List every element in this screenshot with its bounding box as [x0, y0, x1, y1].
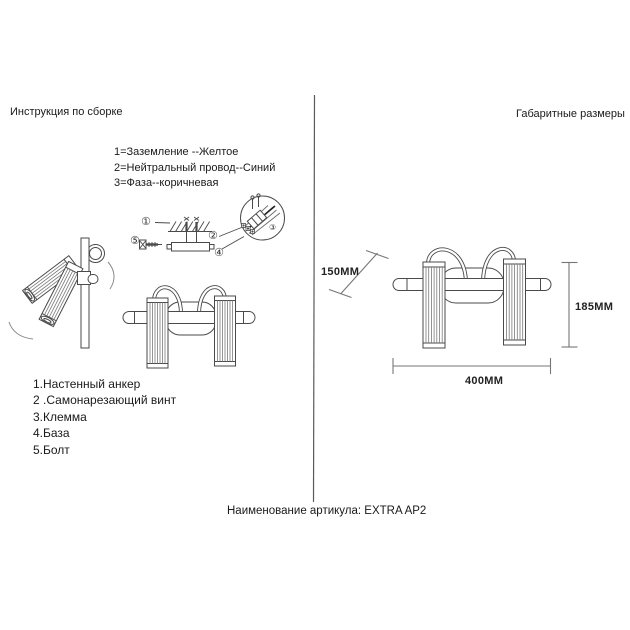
lamp-front-view-right	[393, 249, 551, 348]
parts-list-item-clamp: 3.Клемма	[33, 409, 87, 424]
left-section-title: Инструкция по сборке	[10, 106, 123, 118]
callout-screw: ②	[208, 228, 218, 242]
terminal-detail	[241, 194, 285, 240]
wall-mount-diagram	[140, 217, 245, 251]
callout-clamp: ③	[269, 223, 277, 232]
section-divider-line	[314, 95, 315, 502]
dimension-width-label: 400MM	[465, 374, 504, 387]
parts-list	[33, 376, 176, 458]
right-section-title: Габаритные размеры	[516, 108, 625, 120]
parts-list-item-base: 4.База	[33, 426, 70, 441]
dimension-width-400	[393, 358, 551, 374]
side-view-drawing	[9, 238, 114, 348]
wiring-legend-line-neutral: 2=Нейтральный провод--Синий	[114, 161, 276, 174]
wiring-legend-line-phase: 3=Фаза--коричневая	[114, 177, 219, 190]
anchor-screws	[184, 217, 199, 244]
bolt-drawing	[140, 240, 163, 249]
wiring-legend-line-ground: 1=Заземление --Желтое	[114, 146, 239, 158]
parts-list-item-screw: 2 .Самонарезающий винт	[33, 393, 177, 408]
wiring-legend	[114, 145, 275, 192]
parts-list-item-anchor: 1.Настенный анкер	[33, 377, 141, 391]
callout-anchor: ①	[141, 215, 151, 228]
callout-base: ④	[214, 246, 224, 259]
callout-bolt: ⑤	[130, 233, 140, 247]
dimension-depth-label: 150MM	[321, 265, 360, 278]
base-plate	[167, 243, 214, 252]
wall-hatching	[170, 222, 210, 232]
article-name: Наименование артикула: EXTRA AP2	[227, 505, 427, 517]
lamp-front-view-left	[123, 287, 255, 368]
parts-list-item-bolt: 5.Болт	[33, 442, 70, 457]
dimension-height-label: 185MM	[575, 300, 614, 313]
callout-1-leader	[155, 223, 170, 224]
